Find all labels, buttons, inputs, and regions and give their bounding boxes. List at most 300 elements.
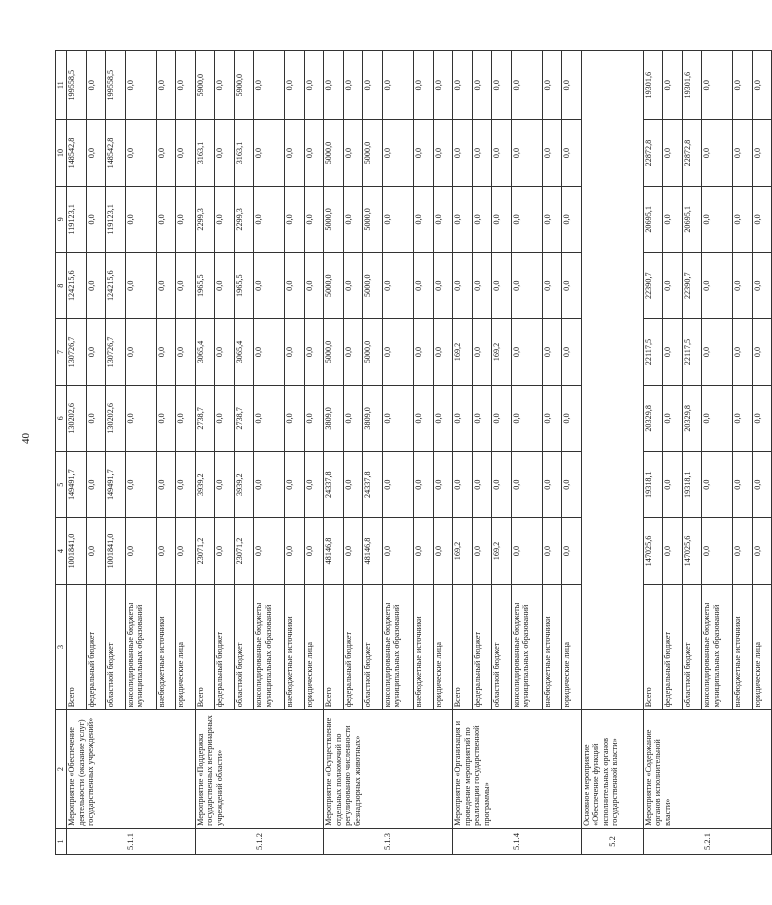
amount-cell: 0,0 xyxy=(285,518,305,584)
amount-cell: 0,0 xyxy=(663,186,683,252)
amount-cell: 0,0 xyxy=(414,253,434,319)
row-code: 5.2 xyxy=(581,828,643,854)
funding-source: Всего xyxy=(67,584,87,710)
amount-cell: 0,0 xyxy=(492,452,512,518)
funding-source: консолидированные бюджеты муниципальных образований xyxy=(125,584,156,710)
amount-cell: 0,0 xyxy=(254,120,285,186)
amount-cell: 0,0 xyxy=(414,452,434,518)
funding-source: областной бюджет xyxy=(234,584,254,710)
amount-cell: 5000,0 xyxy=(324,253,344,319)
amount-cell: 3939,2 xyxy=(234,452,254,518)
column-number: 4 xyxy=(56,518,67,584)
funding-source: юридические лица xyxy=(562,584,582,710)
amount-cell: 0,0 xyxy=(733,51,753,120)
amount-cell: 148542,8 xyxy=(106,120,126,186)
amount-cell: 0,0 xyxy=(304,319,324,385)
amount-cell: 0,0 xyxy=(562,253,582,319)
amount-cell: 0,0 xyxy=(304,186,324,252)
amount-cell: 1965,5 xyxy=(234,253,254,319)
amount-cell: 0,0 xyxy=(125,518,156,584)
amount-cell: 0,0 xyxy=(542,518,562,584)
amount-cell: 0,0 xyxy=(343,253,363,319)
amount-cell: 23071,2 xyxy=(195,518,215,584)
amount-cell: 0,0 xyxy=(176,385,196,451)
activity-name: Основное мероприятие «Обеспечение функций исполнительных органов государственной власти» xyxy=(581,710,643,829)
amount-cell: 0,0 xyxy=(663,452,683,518)
amount-cell: 3065,4 xyxy=(195,319,215,385)
amount-cell: 0,0 xyxy=(702,253,733,319)
amount-cell: 0,0 xyxy=(125,186,156,252)
amount-cell: 2299,3 xyxy=(234,186,254,252)
funding-source: областной бюджет xyxy=(106,584,126,710)
amount-cell: 0,0 xyxy=(343,186,363,252)
funding-source: внебюджетные источники xyxy=(156,584,176,710)
amount-cell: 0,0 xyxy=(702,385,733,451)
amount-cell: 0,0 xyxy=(562,385,582,451)
amount-cell: 0,0 xyxy=(125,452,156,518)
activity-name: Мероприятие «Обеспечение деятельности (оказание услуг) государственных учреждений» xyxy=(67,710,196,829)
amount-cell: 0,0 xyxy=(382,319,413,385)
amount-cell: 0,0 xyxy=(562,120,582,186)
amount-cell: 19301,6 xyxy=(682,51,702,120)
amount-cell: 0,0 xyxy=(156,120,176,186)
row-code: 5.2.1 xyxy=(643,828,772,854)
amount-cell: 0,0 xyxy=(254,51,285,120)
amount-cell: 0,0 xyxy=(733,452,753,518)
amount-cell: 199558,5 xyxy=(67,51,87,120)
amount-cell: 0,0 xyxy=(511,518,542,584)
amount-cell: 0,0 xyxy=(663,319,683,385)
amount-cell: 0,0 xyxy=(304,253,324,319)
amount-cell: 169,2 xyxy=(453,319,473,385)
amount-cell: 0,0 xyxy=(663,51,683,120)
empty-cell xyxy=(581,51,643,710)
amount-cell: 0,0 xyxy=(433,518,453,584)
amount-cell: 0,0 xyxy=(215,319,235,385)
activity-name: Мероприятие «Организация и проведение мероприятий по реализации государственной программы» xyxy=(453,710,582,829)
amount-cell: 0,0 xyxy=(733,518,753,584)
amount-cell: 20695,1 xyxy=(643,186,663,252)
amount-cell: 147025,6 xyxy=(682,518,702,584)
amount-cell: 0,0 xyxy=(472,319,492,385)
amount-cell: 0,0 xyxy=(433,120,453,186)
amount-cell: 0,0 xyxy=(254,452,285,518)
funding-source: внебюджетные источники xyxy=(285,584,305,710)
amount-cell: 0,0 xyxy=(414,186,434,252)
column-number: 10 xyxy=(56,120,67,186)
amount-cell: 0,0 xyxy=(304,518,324,584)
activity-name: Мероприятие «Содержание органов исполнительной власти» xyxy=(643,710,772,829)
amount-cell: 0,0 xyxy=(86,385,106,451)
amount-cell: 0,0 xyxy=(663,518,683,584)
column-number: 1 xyxy=(56,828,67,854)
funding-source: областной бюджет xyxy=(492,584,512,710)
amount-cell: 0,0 xyxy=(125,51,156,120)
table-row xyxy=(195,51,215,855)
amount-cell: 0,0 xyxy=(86,51,106,120)
amount-cell: 5000,0 xyxy=(324,186,344,252)
amount-cell: 0,0 xyxy=(702,120,733,186)
amount-cell: 0,0 xyxy=(86,518,106,584)
amount-cell: 0,0 xyxy=(382,452,413,518)
funding-source: юридические лица xyxy=(304,584,324,710)
amount-cell: 0,0 xyxy=(542,186,562,252)
amount-cell: 0,0 xyxy=(156,518,176,584)
amount-cell: 0,0 xyxy=(542,385,562,451)
amount-cell: 48146,8 xyxy=(324,518,344,584)
amount-cell: 0,0 xyxy=(542,452,562,518)
amount-cell: 24337,8 xyxy=(324,452,344,518)
amount-cell: 0,0 xyxy=(472,385,492,451)
table-row xyxy=(581,51,643,855)
column-number: 2 xyxy=(56,710,67,829)
funding-source: внебюджетные источники xyxy=(414,584,434,710)
amount-cell: 22117,5 xyxy=(682,319,702,385)
amount-cell: 0,0 xyxy=(414,120,434,186)
amount-cell: 0,0 xyxy=(382,385,413,451)
amount-cell: 169,2 xyxy=(492,518,512,584)
amount-cell: 0,0 xyxy=(663,120,683,186)
amount-cell: 0,0 xyxy=(86,186,106,252)
amount-cell: 0,0 xyxy=(215,120,235,186)
column-number-row xyxy=(56,51,67,855)
amount-cell: 0,0 xyxy=(511,186,542,252)
amount-cell: 48146,8 xyxy=(363,518,383,584)
amount-cell: 2299,3 xyxy=(195,186,215,252)
amount-cell: 0,0 xyxy=(176,319,196,385)
amount-cell: 0,0 xyxy=(752,120,772,186)
amount-cell: 0,0 xyxy=(324,51,344,120)
funding-table xyxy=(55,50,772,855)
row-code: 5.1.3 xyxy=(324,828,453,854)
amount-cell: 119123,1 xyxy=(67,186,87,252)
amount-cell: 0,0 xyxy=(453,253,473,319)
amount-cell: 5000,0 xyxy=(324,120,344,186)
funding-source: федеральный бюджет xyxy=(343,584,363,710)
amount-cell: 0,0 xyxy=(752,452,772,518)
amount-cell: 148542,8 xyxy=(67,120,87,186)
amount-cell: 1001841,0 xyxy=(106,518,126,584)
amount-cell: 0,0 xyxy=(453,385,473,451)
amount-cell: 0,0 xyxy=(156,319,176,385)
amount-cell: 0,0 xyxy=(492,385,512,451)
table-row xyxy=(324,51,344,855)
amount-cell: 3809,0 xyxy=(363,385,383,451)
funding-source: консолидированные бюджеты муниципальных образований xyxy=(382,584,413,710)
amount-cell: 0,0 xyxy=(562,186,582,252)
amount-cell: 3163,1 xyxy=(195,120,215,186)
amount-cell: 0,0 xyxy=(254,518,285,584)
amount-cell: 0,0 xyxy=(562,518,582,584)
amount-cell: 0,0 xyxy=(472,452,492,518)
amount-cell: 22872,8 xyxy=(643,120,663,186)
amount-cell: 0,0 xyxy=(702,186,733,252)
amount-cell: 0,0 xyxy=(156,385,176,451)
amount-cell: 0,0 xyxy=(492,120,512,186)
amount-cell: 0,0 xyxy=(285,253,305,319)
amount-cell: 0,0 xyxy=(752,186,772,252)
amount-cell: 0,0 xyxy=(433,51,453,120)
amount-cell: 20329,8 xyxy=(643,385,663,451)
amount-cell: 0,0 xyxy=(733,120,753,186)
amount-cell: 0,0 xyxy=(86,120,106,186)
amount-cell: 0,0 xyxy=(663,253,683,319)
funding-source: Всего xyxy=(195,584,215,710)
amount-cell: 0,0 xyxy=(733,385,753,451)
funding-source: федеральный бюджет xyxy=(86,584,106,710)
amount-cell: 0,0 xyxy=(215,51,235,120)
amount-cell: 169,2 xyxy=(492,319,512,385)
amount-cell: 0,0 xyxy=(343,120,363,186)
amount-cell: 0,0 xyxy=(472,253,492,319)
amount-cell: 20329,8 xyxy=(682,385,702,451)
column-number: 9 xyxy=(56,186,67,252)
amount-cell: 5900,0 xyxy=(195,51,215,120)
funding-source: юридические лица xyxy=(433,584,453,710)
row-code: 5.1.2 xyxy=(195,828,324,854)
amount-cell: 2738,7 xyxy=(234,385,254,451)
funding-source: юридические лица xyxy=(752,584,772,710)
rotated-page xyxy=(55,50,762,855)
amount-cell: 0,0 xyxy=(254,253,285,319)
amount-cell: 0,0 xyxy=(304,51,324,120)
amount-cell: 0,0 xyxy=(86,319,106,385)
amount-cell: 0,0 xyxy=(752,385,772,451)
amount-cell: 0,0 xyxy=(125,385,156,451)
amount-cell: 0,0 xyxy=(254,186,285,252)
amount-cell: 0,0 xyxy=(752,518,772,584)
amount-cell: 124215,6 xyxy=(106,253,126,319)
amount-cell: 0,0 xyxy=(285,452,305,518)
amount-cell: 2738,7 xyxy=(195,385,215,451)
amount-cell: 0,0 xyxy=(511,253,542,319)
amount-cell: 19318,1 xyxy=(682,452,702,518)
amount-cell: 0,0 xyxy=(304,120,324,186)
amount-cell: 0,0 xyxy=(752,319,772,385)
funding-source: областной бюджет xyxy=(682,584,702,710)
amount-cell: 0,0 xyxy=(382,120,413,186)
column-number: 11 xyxy=(56,51,67,120)
amount-cell: 0,0 xyxy=(215,452,235,518)
amount-cell: 0,0 xyxy=(382,186,413,252)
amount-cell: 0,0 xyxy=(733,319,753,385)
amount-cell: 0,0 xyxy=(702,319,733,385)
amount-cell: 0,0 xyxy=(156,452,176,518)
column-number: 8 xyxy=(56,253,67,319)
amount-cell: 169,2 xyxy=(453,518,473,584)
amount-cell: 0,0 xyxy=(285,385,305,451)
amount-cell: 0,0 xyxy=(125,253,156,319)
amount-cell: 149491,7 xyxy=(106,452,126,518)
amount-cell: 147025,6 xyxy=(643,518,663,584)
funding-source: консолидированные бюджеты муниципальных образований xyxy=(702,584,733,710)
amount-cell: 0,0 xyxy=(492,186,512,252)
amount-cell: 22117,5 xyxy=(643,319,663,385)
amount-cell: 3163,1 xyxy=(234,120,254,186)
amount-cell: 19318,1 xyxy=(643,452,663,518)
row-code: 5.1.4 xyxy=(453,828,582,854)
amount-cell: 22390,7 xyxy=(682,253,702,319)
amount-cell: 22872,8 xyxy=(682,120,702,186)
column-number: 5 xyxy=(56,452,67,518)
amount-cell: 0,0 xyxy=(382,518,413,584)
amount-cell: 0,0 xyxy=(343,518,363,584)
table-row xyxy=(453,51,473,855)
amount-cell: 5000,0 xyxy=(363,120,383,186)
amount-cell: 0,0 xyxy=(414,51,434,120)
amount-cell: 22390,7 xyxy=(643,253,663,319)
amount-cell: 0,0 xyxy=(562,319,582,385)
amount-cell: 0,0 xyxy=(472,51,492,120)
amount-cell: 0,0 xyxy=(562,452,582,518)
amount-cell: 0,0 xyxy=(453,120,473,186)
amount-cell: 0,0 xyxy=(215,186,235,252)
amount-cell: 0,0 xyxy=(453,186,473,252)
table-row xyxy=(643,51,663,855)
amount-cell: 20695,1 xyxy=(682,186,702,252)
amount-cell: 0,0 xyxy=(511,452,542,518)
amount-cell: 0,0 xyxy=(752,51,772,120)
funding-source: юридические лица xyxy=(176,584,196,710)
amount-cell: 0,0 xyxy=(285,186,305,252)
amount-cell: 130202,6 xyxy=(106,385,126,451)
amount-cell: 5900,0 xyxy=(234,51,254,120)
amount-cell: 3065,4 xyxy=(234,319,254,385)
amount-cell: 0,0 xyxy=(542,51,562,120)
amount-cell: 0,0 xyxy=(215,518,235,584)
amount-cell: 0,0 xyxy=(511,319,542,385)
amount-cell: 0,0 xyxy=(86,253,106,319)
amount-cell: 0,0 xyxy=(254,385,285,451)
funding-source: внебюджетные источники xyxy=(733,584,753,710)
funding-source: внебюджетные источники xyxy=(542,584,562,710)
funding-source: Всего xyxy=(324,584,344,710)
amount-cell: 0,0 xyxy=(542,120,562,186)
amount-cell: 5000,0 xyxy=(363,186,383,252)
funding-source: федеральный бюджет xyxy=(472,584,492,710)
funding-source: федеральный бюджет xyxy=(663,584,683,710)
amount-cell: 124215,6 xyxy=(67,253,87,319)
amount-cell: 0,0 xyxy=(433,452,453,518)
amount-cell: 0,0 xyxy=(156,253,176,319)
amount-cell: 0,0 xyxy=(176,518,196,584)
amount-cell: 0,0 xyxy=(285,319,305,385)
row-code: 5.1.1 xyxy=(67,828,196,854)
amount-cell: 0,0 xyxy=(285,120,305,186)
amount-cell: 0,0 xyxy=(176,253,196,319)
amount-cell: 0,0 xyxy=(414,319,434,385)
amount-cell: 0,0 xyxy=(733,253,753,319)
amount-cell: 3939,2 xyxy=(195,452,215,518)
amount-cell: 0,0 xyxy=(363,51,383,120)
amount-cell: 0,0 xyxy=(702,452,733,518)
amount-cell: 0,0 xyxy=(343,319,363,385)
amount-cell: 0,0 xyxy=(125,120,156,186)
amount-cell: 0,0 xyxy=(414,518,434,584)
funding-source: консолидированные бюджеты муниципальных образований xyxy=(511,584,542,710)
amount-cell: 0,0 xyxy=(156,186,176,252)
amount-cell: 0,0 xyxy=(215,385,235,451)
activity-name: Мероприятие «Осуществление отдельных полномочий по регулированию численности безнадзорных животных» xyxy=(324,710,453,829)
amount-cell: 24337,8 xyxy=(363,452,383,518)
amount-cell: 0,0 xyxy=(382,253,413,319)
amount-cell: 0,0 xyxy=(702,51,733,120)
funding-source: областной бюджет xyxy=(363,584,383,710)
amount-cell: 19301,6 xyxy=(643,51,663,120)
amount-cell: 130726,7 xyxy=(106,319,126,385)
amount-cell: 23071,2 xyxy=(234,518,254,584)
amount-cell: 1001841,0 xyxy=(67,518,87,584)
amount-cell: 0,0 xyxy=(511,385,542,451)
amount-cell: 0,0 xyxy=(414,385,434,451)
amount-cell: 0,0 xyxy=(215,253,235,319)
amount-cell: 0,0 xyxy=(176,51,196,120)
amount-cell: 0,0 xyxy=(86,452,106,518)
amount-cell: 0,0 xyxy=(542,253,562,319)
amount-cell: 0,0 xyxy=(433,186,453,252)
amount-cell: 0,0 xyxy=(542,319,562,385)
column-number: 6 xyxy=(56,385,67,451)
amount-cell: 0,0 xyxy=(472,186,492,252)
amount-cell: 0,0 xyxy=(433,385,453,451)
amount-cell: 0,0 xyxy=(304,452,324,518)
funding-source: Всего xyxy=(453,584,473,710)
amount-cell: 0,0 xyxy=(125,319,156,385)
funding-source: федеральный бюджет xyxy=(215,584,235,710)
amount-cell: 0,0 xyxy=(176,186,196,252)
funding-source: консолидированные бюджеты муниципальных образований xyxy=(254,584,285,710)
amount-cell: 0,0 xyxy=(343,452,363,518)
amount-cell: 1965,5 xyxy=(195,253,215,319)
amount-cell: 149491,7 xyxy=(67,452,87,518)
table-row xyxy=(67,51,87,855)
column-number: 7 xyxy=(56,319,67,385)
amount-cell: 0,0 xyxy=(176,452,196,518)
amount-cell: 0,0 xyxy=(343,51,363,120)
amount-cell: 0,0 xyxy=(511,51,542,120)
amount-cell: 0,0 xyxy=(492,51,512,120)
activity-name: Мероприятие «Поддержка государственных ветеринарных учреждений области» xyxy=(195,710,324,829)
amount-cell: 5000,0 xyxy=(324,319,344,385)
amount-cell: 0,0 xyxy=(453,452,473,518)
amount-cell: 0,0 xyxy=(663,385,683,451)
amount-cell: 0,0 xyxy=(562,51,582,120)
amount-cell: 0,0 xyxy=(304,385,324,451)
amount-cell: 0,0 xyxy=(472,518,492,584)
amount-cell: 5000,0 xyxy=(363,253,383,319)
amount-cell: 130202,6 xyxy=(67,385,87,451)
amount-cell: 0,0 xyxy=(472,120,492,186)
amount-cell: 0,0 xyxy=(453,51,473,120)
amount-cell: 5000,0 xyxy=(363,319,383,385)
amount-cell: 3809,0 xyxy=(324,385,344,451)
amount-cell: 0,0 xyxy=(285,51,305,120)
amount-cell: 0,0 xyxy=(433,253,453,319)
amount-cell: 130726,7 xyxy=(67,319,87,385)
amount-cell: 0,0 xyxy=(492,253,512,319)
amount-cell: 0,0 xyxy=(382,51,413,120)
column-number: 3 xyxy=(56,584,67,710)
amount-cell: 0,0 xyxy=(733,186,753,252)
amount-cell: 0,0 xyxy=(752,253,772,319)
amount-cell: 0,0 xyxy=(176,120,196,186)
amount-cell: 0,0 xyxy=(511,120,542,186)
amount-cell: 0,0 xyxy=(433,319,453,385)
amount-cell: 0,0 xyxy=(343,385,363,451)
amount-cell: 0,0 xyxy=(156,51,176,120)
page-number: 40 xyxy=(20,433,32,444)
amount-cell: 0,0 xyxy=(254,319,285,385)
